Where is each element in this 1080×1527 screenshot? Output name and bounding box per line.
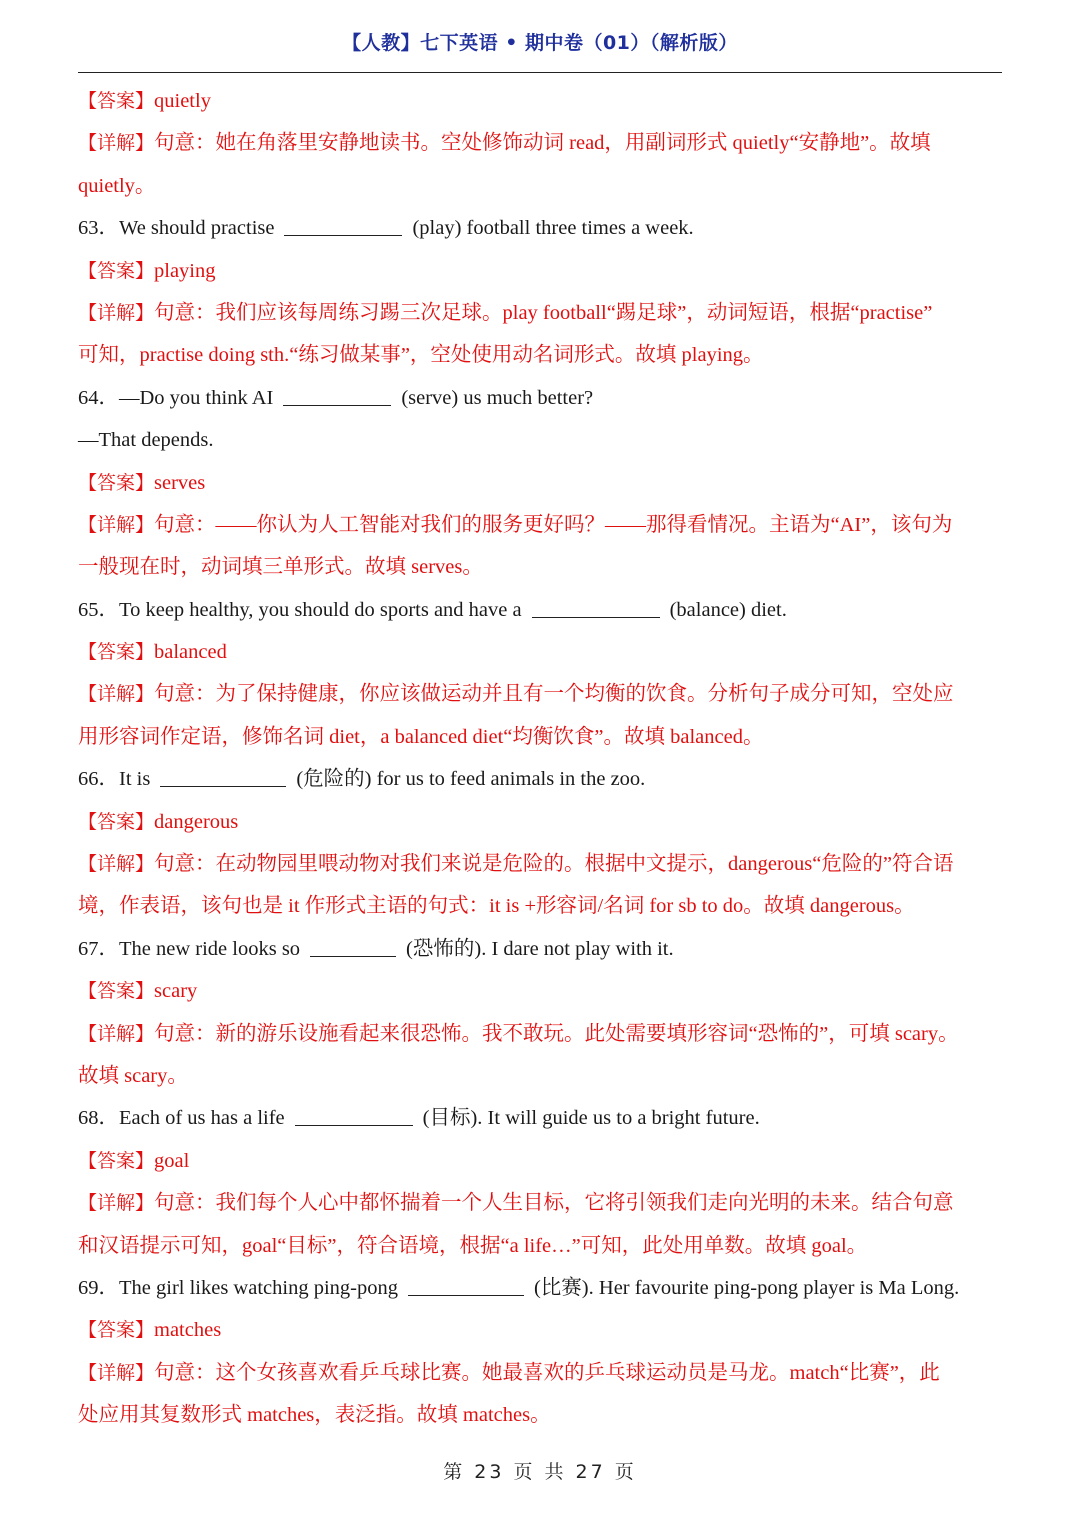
answer-text: serves (154, 471, 206, 494)
question-text: 68．Each of us has a life (78, 1107, 285, 1130)
explain-line-63a (78, 292, 1002, 334)
explain-line-66a (78, 843, 1002, 885)
question-text: (危险的) for us to feed animals in the zoo. (296, 768, 646, 791)
fill-blank (283, 385, 391, 406)
question-text: 64．—Do you think AI (78, 386, 274, 409)
question-text: 63．We should practise (78, 217, 275, 240)
question-68 (78, 1097, 1002, 1139)
explain-label: 【详解】 (78, 1022, 155, 1045)
answer-line-67 (78, 970, 1002, 1012)
answer-line-64 (78, 462, 1002, 504)
explain-line-67a (78, 1013, 1002, 1055)
explain-line-62b (78, 165, 1002, 207)
explain-text: 和汉语提示可知，goal“目标”，符合语境，根据“a life…”可知，此处用单数。故填 goal。 (78, 1234, 868, 1257)
answer-label: 【答案】 (78, 259, 155, 282)
fill-blank (160, 766, 286, 787)
question-text: 67．The new ride looks so (78, 937, 301, 960)
explain-text: 句意：新的游乐设施看起来很恐怖。我不敢玩。此处需要填形容词“恐怖的”，可填 scary。 (154, 1022, 959, 1045)
answer-text: quietly (154, 90, 211, 112)
question-69 (78, 1267, 1002, 1309)
explain-label: 【详解】 (78, 853, 155, 876)
fill-blank (532, 597, 660, 618)
explain-text: quietly。 (78, 174, 156, 197)
question-text: (比赛). Her favourite ping-pong player is Ma Long. (533, 1276, 960, 1299)
page-header-title: 【人教】七下英语 • 期中卷（01）（解析版） (342, 32, 738, 54)
question-text: (balance) diet. (669, 598, 787, 621)
explain-text: 句意：在动物园里喂动物对我们来说是危险的。根据中文提示，dangerous“危险的”符合语 (154, 853, 954, 876)
explain-label: 【详解】 (78, 1361, 155, 1384)
question-65 (78, 589, 1002, 631)
explain-line-69b (78, 1394, 1002, 1436)
fill-blank (284, 215, 402, 236)
answer-text: balanced (154, 641, 227, 664)
explain-line-68a (78, 1182, 1002, 1224)
question-text: 65．To keep healthy, you should do sports and have a (78, 598, 522, 621)
answer-text: goal (154, 1149, 190, 1172)
answer-label: 【答案】 (78, 1149, 155, 1172)
answer-line-68 (78, 1140, 1002, 1182)
explain-line-67b (78, 1055, 1002, 1097)
question-63 (78, 207, 1002, 249)
explain-text: 句意：她在角落里安静地读书。空处修饰动词 read，用副词形式 quietly“安静地”。故填 (154, 132, 931, 155)
explain-text: 句意：为了保持健康，你应该做运动并且有一个均衡的饮食。分析句子成分可知，空处应 (154, 683, 954, 706)
explain-line-63b (78, 334, 1002, 376)
explain-text: 可知，practise doing sth.“练习做某事”，空处使用动名词形式。故填 playing。 (78, 344, 764, 367)
question-text: 66．It is (78, 768, 151, 791)
explain-label: 【详解】 (78, 301, 155, 324)
answer-line-65 (78, 631, 1002, 673)
answer-text: scary (154, 980, 198, 1003)
explain-line-66b (78, 885, 1002, 927)
explain-label: 【详解】 (78, 683, 155, 706)
answer-label: 【答案】 (78, 471, 155, 494)
question-text: (play) football three times a week. (412, 217, 694, 240)
answer-text: matches (154, 1319, 222, 1342)
question-66 (78, 758, 1002, 800)
explain-text: 句意：——你认为人工智能对我们的服务更好吗？——那得看情况。主语为“AI”，该句为 (154, 513, 953, 536)
explain-text: 句意：我们应该每周练习踢三次足球。play football“踢足球”，动词短语，根据“practise” (154, 301, 933, 324)
answer-label: 【答案】 (78, 980, 155, 1003)
fill-blank (310, 936, 396, 957)
explain-line-69a (78, 1352, 1002, 1394)
page-footer-number: 第 23 页 共 27 页 (443, 1461, 637, 1483)
question-text: (恐怖的). I dare not play with it. (406, 937, 674, 960)
explain-text: 用形容词作定语，修饰名词 diet，a balanced diet“均衡饮食”。故填 balanced。 (78, 725, 764, 748)
header-rule (78, 72, 1002, 73)
explain-text: 句意：我们每个人心中都怀揣着一个人生目标，它将引领我们走向光明的未来。结合句意 (154, 1192, 954, 1215)
answer-line-66 (78, 801, 1002, 843)
explain-line-65b (78, 716, 1002, 758)
answer-label: 【答案】 (78, 1319, 155, 1342)
explain-label: 【详解】 (78, 1192, 155, 1215)
explain-line-64b (78, 546, 1002, 588)
answer-label: 【答案】 (78, 641, 155, 664)
fill-blank (295, 1105, 413, 1126)
answer-text: playing (154, 259, 216, 282)
answer-line-62 (78, 80, 1002, 122)
question-text: —That depends. (78, 429, 214, 452)
answer-label: 【答案】 (78, 810, 155, 833)
explain-label: 【详解】 (78, 513, 155, 536)
explain-text: 境，作表语，该句也是 it 作形式主语的句式：it is +形容词/名词 for sb to do。故填 dangerous。 (78, 895, 915, 918)
explain-line-68b (78, 1225, 1002, 1267)
answer-line-63 (78, 250, 1002, 292)
document-body (78, 80, 1002, 1437)
answer-line-69 (78, 1309, 1002, 1351)
answer-label: 【答案】 (78, 90, 155, 112)
explain-text: 一般现在时，动词填三单形式。故填 serves。 (78, 556, 483, 579)
question-67 (78, 928, 1002, 970)
question-64-reply (78, 419, 1002, 461)
explain-line-64a (78, 504, 1002, 546)
explain-text: 故填 scary。 (78, 1064, 188, 1087)
explain-text: 处应用其复数形式 matches，表泛指。故填 matches。 (78, 1404, 551, 1427)
fill-blank (408, 1275, 524, 1296)
question-64 (78, 377, 1002, 419)
question-text: 69．The girl likes watching ping-pong (78, 1276, 398, 1299)
answer-text: dangerous (154, 810, 239, 833)
explain-label: 【详解】 (78, 132, 155, 155)
explain-text: 句意：这个女孩喜欢看乒乓球比赛。她最喜欢的乒乓球运动员是马龙。match“比赛”，此 (154, 1361, 940, 1384)
question-text: (目标). It will guide us to a bright future. (422, 1107, 760, 1130)
explain-line-62a (78, 122, 1002, 164)
explain-line-65a (78, 673, 1002, 715)
question-text: (serve) us much better? (401, 386, 594, 409)
